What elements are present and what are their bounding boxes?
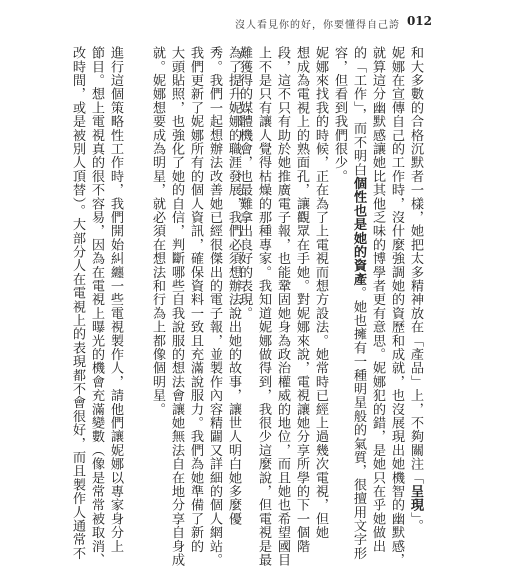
paragraph-3 <box>148 46 243 567</box>
page-number: 012 <box>406 14 432 28</box>
text-line: 和大多數的合格沉默者一樣，她把太多精神放在「產品」上，不夠關注「呈現」。 <box>408 46 423 533</box>
text-line: 就。妮娜想要成為明星，就必須在想法和行為上都像個明星。 <box>150 46 165 416</box>
text-line: 的「工作」，而不明白個性也是她的資產。她也擁有一種明星般的氣質，很擅用文字形 <box>351 46 366 561</box>
text-line: 進行這個策略性工作時，我們開始糾纏一些電視製作人，請他們讓妮娜以專家身分上 <box>108 46 123 553</box>
paragraph-4 <box>68 46 125 567</box>
text-line: 段，這不只有助於她推廣電子報，也能鞏固她身為政治權威的地位，而且她也希望國目 <box>275 46 290 567</box>
text-line: 妮娜在宣傳自己的工作時，沒什麼強調她的資歷和成就，也沒展現出她機智的幽默感， <box>389 46 404 567</box>
emphasis: 呈現 <box>408 484 423 512</box>
text-line: 想成為電視上的熟面孔，讓觀眾在手她。對妮娜來說，電視讓她分享所學的下一個階 <box>294 46 309 553</box>
running-title: 沒人看見你的好，你要懂得自己誇 <box>235 20 400 31</box>
text-line: 容，但看到我們很少。 <box>332 46 347 183</box>
body-text <box>70 46 425 567</box>
emphasis: 個性也是她的資產 <box>351 176 366 287</box>
text-line: 妮娜來找我的時候，正在為了上電視而想方設法。她常時已經上過幾次電視，但她 <box>313 46 328 540</box>
page-header <box>0 14 520 34</box>
text-line: 大頭貼照，也強化了她的自信，判斷哪些自我說服的想法會讓她無法自在地分享自身成 <box>169 46 184 567</box>
text-line: 上不是只有讓人覺得枯燥的那種專家。我知道妮娜做得到，我很少這麼說，但電視是最 <box>256 46 271 567</box>
text-line: 難獲得的媒體機會，也最難拿出良好的表現。 <box>237 46 252 320</box>
text-line: 就算這分幽默感讓她比其他乏味的博學者更有意思。妮娜犯的錯，是她只在乎她做出 <box>370 46 385 553</box>
paragraph-1 <box>235 46 425 567</box>
text-line: 改時間，或是被別人頂替）。大部分人在電視上的表現都不會很好，而且製作人通常不 <box>70 46 85 560</box>
text-line: 我們更新了妮娜所有的個人資訊，確保資料一致且充滿說服力。我們為她準備了新的 <box>188 46 203 553</box>
text-line: 節目。想上電視真的很不容易，因為在電視上曝光的機會充滿變數（像是常常被取消、 <box>89 46 104 567</box>
text-line: 為了提升妮娜的職涯發展，我們必須想辦法說出她的故事，讓世人明白她多麼優 <box>226 46 241 526</box>
text-line: 秀。我們一起想辦法改善她已經很傑出的電子報，並製作內容精闢又詳細的個人網站。 <box>207 46 222 567</box>
